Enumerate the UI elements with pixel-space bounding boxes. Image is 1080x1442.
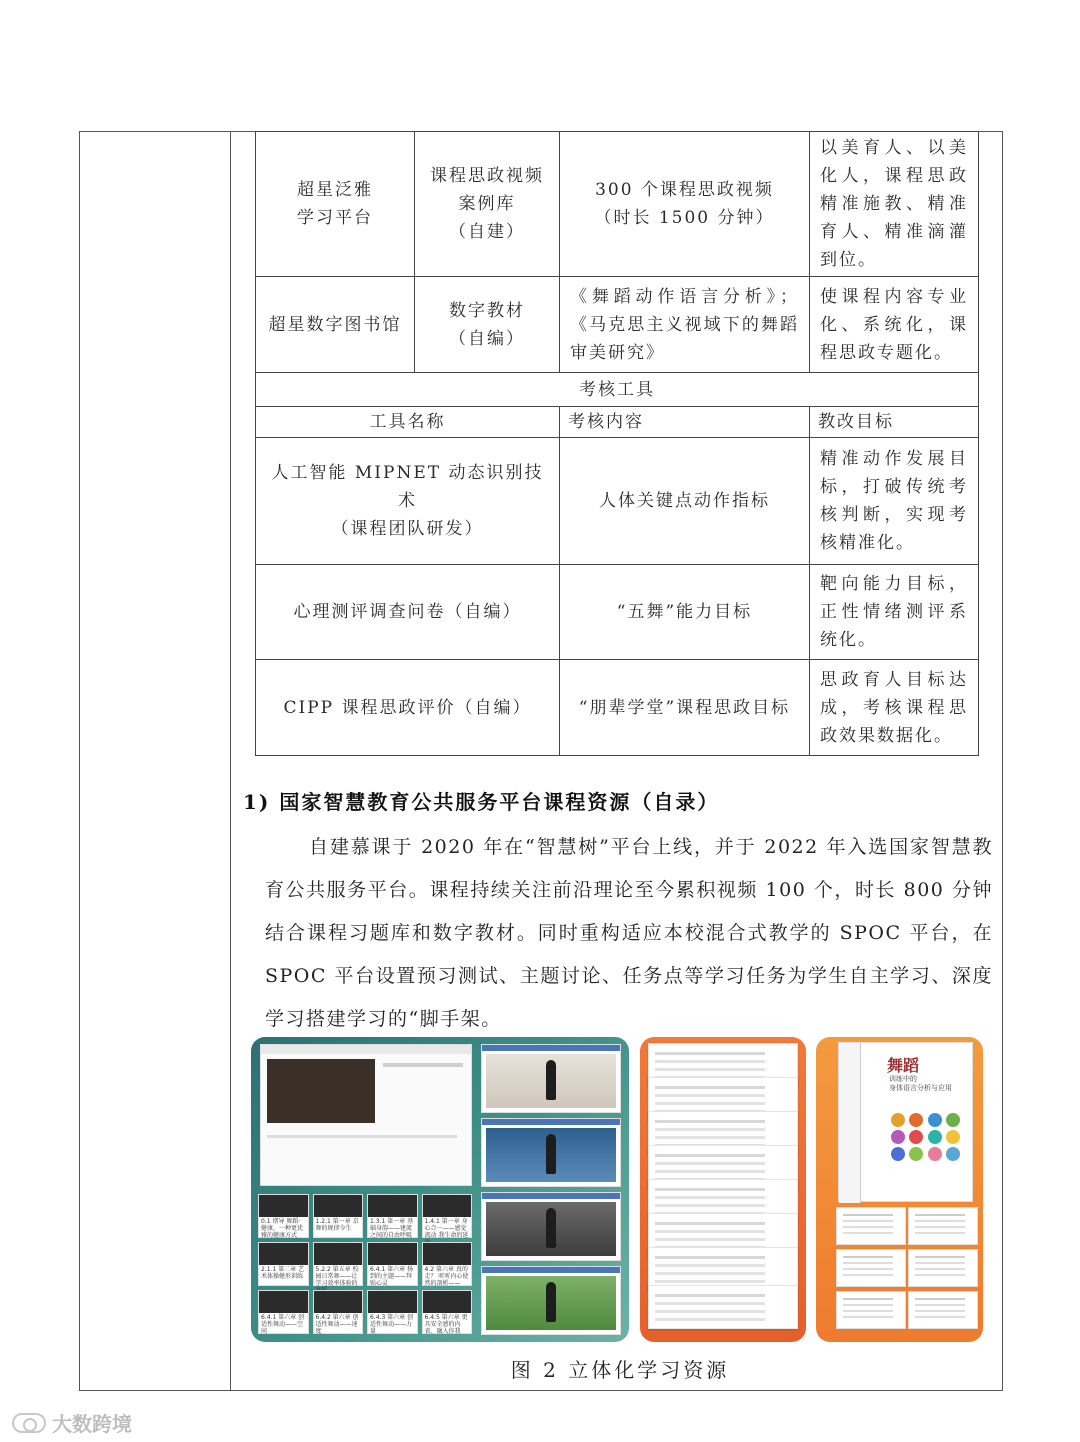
- tool-name-cell: CIPP 课程思政评价（自编）: [256, 660, 560, 756]
- body-paragraph: 自建慕课于 2020 年在“智慧树”平台上线，并于 2022 年入选国家智慧教育公共服务平台。课程持续关注前沿理论至今累积视频 100 个，时长 800 分钟结合课程习题库和数字教材。同时重构适应本校混合式教学的 SPOC 平台，在 SPOC 平台设置预习测试、主题讨论、任务点等学习任务为学生自主学习、深度学习搭建学习的“脚手架。: [265, 836, 993, 1030]
- tool-goal-cell: 靶向能力目标，正性情绪测评系统化。: [810, 565, 979, 660]
- textbook-page: [836, 1207, 906, 1245]
- lesson-thumbnail: 0.1 绪导 舞蹈·健康，一种更优雅的健康方式: [258, 1194, 309, 1238]
- table-row: [256, 660, 979, 756]
- col-header-tool: 工具名称: [256, 407, 560, 438]
- watermark-logo-icon: [12, 1413, 46, 1433]
- lesson-thumbnail: 5.2.2 第五章 校园日常舞——让学习效率体验的: [313, 1242, 364, 1286]
- platform-cell: 超星数字图书馆: [256, 277, 415, 373]
- course-list-panel: [640, 1037, 806, 1342]
- form-column-divider: [230, 131, 231, 1391]
- lesson-thumbnail: 6.4.5 第六章 更具安全感的内省、融入你我: [422, 1290, 473, 1334]
- book-subtitle: 训练中的 身体语言分析与应用: [889, 1075, 952, 1092]
- lesson-thumbnail: 6.4.1 第六章 扬到的主题——拜贴心灵: [367, 1242, 418, 1286]
- dance-video-screenshot: [481, 1044, 621, 1113]
- textbook-page: [836, 1291, 906, 1329]
- textbook-page: [836, 1249, 906, 1287]
- col-header-content: 考核内容: [560, 407, 810, 438]
- table-row: [256, 565, 979, 660]
- table-row: [256, 438, 979, 565]
- section-header-cell: 考核工具: [256, 373, 979, 407]
- lesson-thumbnail: 1.4.1 第一章 身心合一——感觉流动 我生命的延: [422, 1194, 473, 1238]
- dance-video-screenshot: [481, 1192, 621, 1261]
- textbook-page: [908, 1249, 978, 1287]
- lesson-thumbnail: 1.2.1 第一章 京舞的规律今生: [313, 1194, 364, 1238]
- resource-name-cell: 课程思政视频 案例库 （自建）: [415, 132, 560, 277]
- watermark-text: 大数跨境: [52, 1412, 132, 1436]
- textbook-page: [908, 1291, 978, 1329]
- lesson-thumbnail: 6.4.3 第六章 创适性舞动——力量: [367, 1290, 418, 1334]
- mooc-course-page: [260, 1044, 472, 1186]
- video-screenshot-column: [481, 1044, 621, 1340]
- tool-goal-cell: 思政育人目标达成，考核课程思政效果数据化。: [810, 660, 979, 756]
- resource-table: [255, 131, 979, 756]
- resource-goal-cell: 以美育人、以美化人，课程思政精准施教、精准育人、精准滴灌到位。: [810, 132, 979, 277]
- dance-video-screenshot: [481, 1266, 621, 1335]
- lesson-thumbnail: 6.4.1 第六章 创适性舞动——空间: [258, 1290, 309, 1334]
- table-row: [256, 132, 979, 277]
- table-row: [256, 277, 979, 373]
- section-heading: 1) 国家智慧教育公共服务平台课程资源（自录）: [243, 790, 720, 814]
- textbook-cover: [838, 1042, 973, 1202]
- course-list-page: [648, 1285, 798, 1329]
- course-video-preview: [267, 1059, 375, 1123]
- lesson-thumbnail: 2.1.1 第二章 艺术体操健形训练: [258, 1242, 309, 1286]
- mooc-platform-panel: [251, 1037, 629, 1342]
- book-title: 舞蹈: [887, 1056, 920, 1075]
- textbook-page: [908, 1207, 978, 1245]
- resource-content-cell: 《舞蹈动作语言分析》；《马克思主义视域下的舞蹈审美研究》: [560, 277, 810, 373]
- tool-content-cell: “五舞”能力目标: [560, 565, 810, 660]
- col-header-goal: 教改目标: [810, 407, 979, 438]
- book-cover-icons: [891, 1113, 961, 1161]
- table-header-row: [256, 407, 979, 438]
- lesson-thumbnail: 1.3.1 第一章 基础身韵——建流之间的自由呼吸: [367, 1194, 418, 1238]
- lesson-thumbnail: 6.4.2 第六章 创适性舞动——速度: [313, 1290, 364, 1334]
- figure-caption: 图 2 立体化学习资源: [510, 1358, 730, 1382]
- resource-content-cell: 300 个课程思政视频 （时长 1500 分钟）: [560, 132, 810, 277]
- lesson-thumbnail: 4.2 第六章 真的走？ 听听内心使然的剖析——: [422, 1242, 473, 1286]
- table-row: [256, 373, 979, 407]
- tool-content-cell: 人体关键点动作指标: [560, 438, 810, 565]
- watermark: [12, 1408, 132, 1437]
- lesson-thumbnail-grid: [258, 1194, 472, 1334]
- resource-goal-cell: 使课程内容专业化、系统化，课程思政专题化。: [810, 277, 979, 373]
- dance-video-screenshot: [481, 1118, 621, 1187]
- platform-cell: 超星泛雅 学习平台: [256, 132, 415, 277]
- tool-goal-cell: 精准动作发展目标，打破传统考核判断，实现考核精准化。: [810, 438, 979, 565]
- tool-name-cell: 人工智能 MIPNET 动态识别技术 （课程团队研发）: [256, 438, 560, 565]
- resource-name-cell: 数字教材 （自编）: [415, 277, 560, 373]
- tool-name-cell: 心理测评调查问卷（自编）: [256, 565, 560, 660]
- textbook-panel: [816, 1037, 983, 1342]
- tool-content-cell: “朋辈学堂”课程思政目标: [560, 660, 810, 756]
